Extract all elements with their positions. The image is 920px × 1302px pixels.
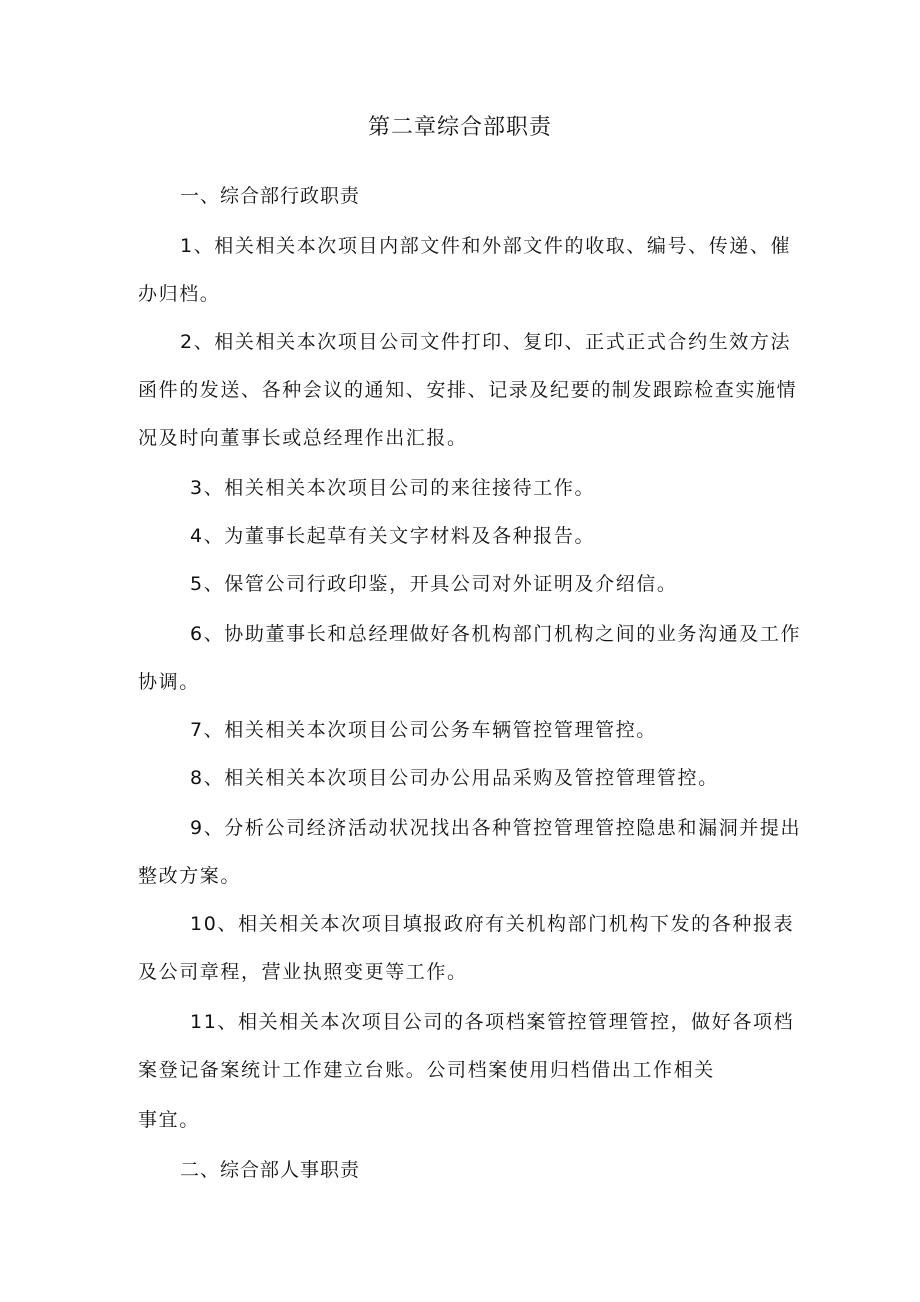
list-item-10-line-2: 及公司章程，营业执照变更等工作。 — [138, 961, 468, 983]
list-item-3-line-1: 3、相关相关本次项目公司的来往接待工作。 — [190, 477, 596, 499]
list-item-2-line-3: 况及时向董事长或总经理作出汇报。 — [138, 427, 468, 449]
list-item-6-line-1: 6、协助董事长和总经理做好各机构部门机构之间的业务沟通及工作 — [190, 623, 802, 645]
list-item-6-line-2: 协调。 — [138, 671, 200, 693]
list-item-4-line-1: 4、为董事长起草有关文字材料及各种报告。 — [190, 525, 596, 547]
list-item-11-line-1: 11、相关相关本次项目公司的各项档案管控管理管控，做好各项档 — [190, 1011, 795, 1033]
list-item-2-line-1: 2、相关相关本次项目公司文件打印、复印、正式正式合约生效方法 — [180, 331, 792, 353]
list-item-11-line-2: 案登记备案统计工作建立台账。公司档案使用归档借出工作相关 — [138, 1059, 715, 1081]
list-item-5-line-1: 5、保管公司行政印鉴，开具公司对外证明及介绍信。 — [190, 573, 678, 595]
list-item-10-line-1: 10、相关相关本次项目填报政府有关机构部门机构下发的各种报表 — [190, 913, 795, 935]
list-item-9-line-1: 9、分析公司经济活动状况找出各种管控管理管控隐患和漏洞并提出 — [190, 817, 802, 839]
list-item-8-line-1: 8、相关相关本次项目公司办公用品采购及管控管理管控。 — [190, 767, 719, 789]
list-item-7-line-1: 7、相关相关本次项目公司公务车辆管控管理管控。 — [190, 719, 657, 741]
section-heading-administrative: 一、综合部行政职责 — [180, 185, 361, 207]
list-item-9-line-2: 整改方案。 — [138, 865, 242, 887]
list-item-2-line-2: 函件的发送、各种会议的通知、安排、记录及纪要的制发跟踪检查实施情 — [138, 379, 798, 401]
list-item-11-line-3: 事宜。 — [138, 1109, 200, 1131]
page-title: 第二章综合部职责 — [367, 115, 552, 140]
list-item-1-line-2: 办归档。 — [138, 283, 221, 305]
section-heading-personnel: 二、综合部人事职责 — [180, 1159, 361, 1181]
list-item-1-line-1: 1、相关相关本次项目内部文件和外部文件的收取、编号、传递、催 — [180, 235, 792, 257]
